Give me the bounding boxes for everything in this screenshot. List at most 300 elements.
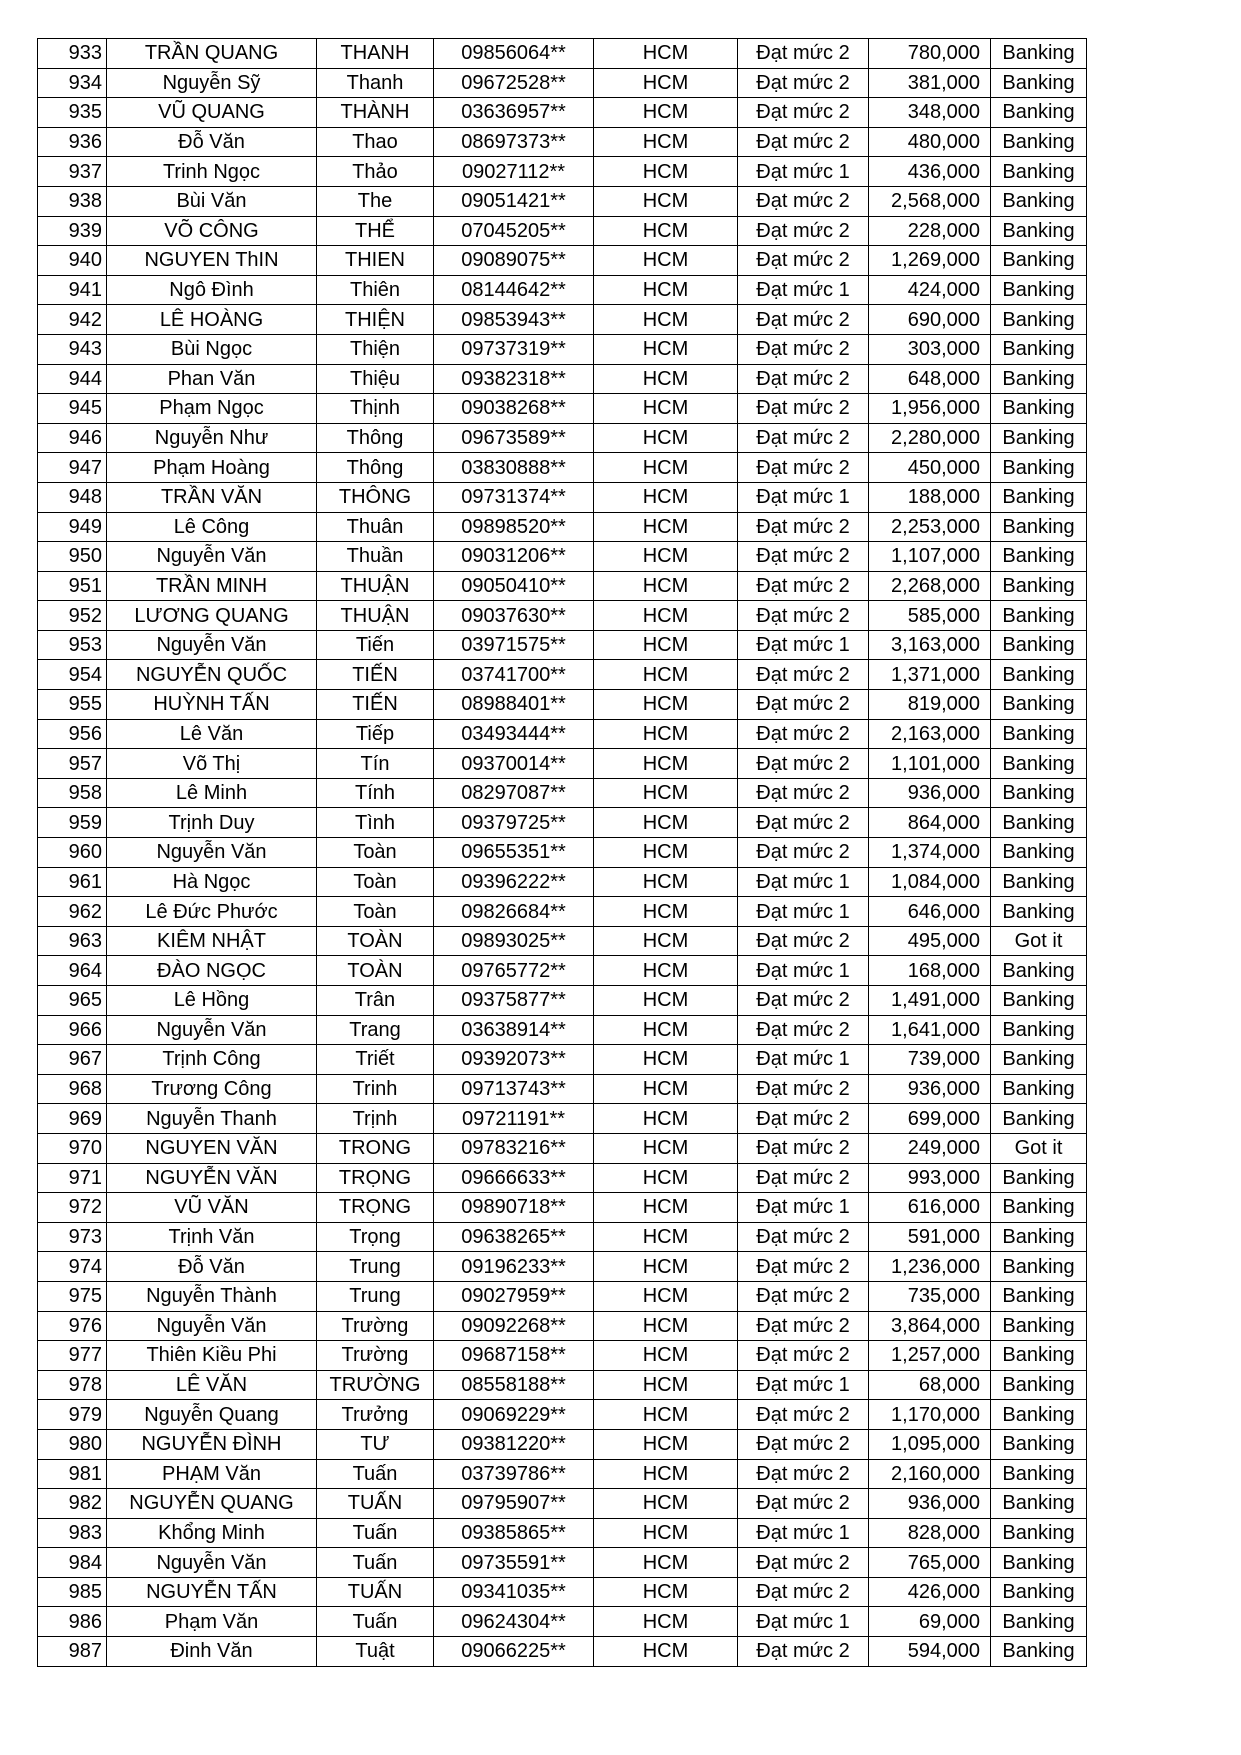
phone-cell: 09765772**: [434, 956, 594, 986]
payment-method-cell: Banking: [991, 1045, 1087, 1075]
given-name-cell: Trọng: [317, 1222, 434, 1252]
surname-cell: VŨ QUANG: [107, 98, 317, 128]
region-cell: HCM: [594, 1252, 738, 1282]
phone-cell: 09826684**: [434, 897, 594, 927]
amount-cell: 436,000: [869, 157, 991, 187]
region-cell: HCM: [594, 1045, 738, 1075]
surname-cell: Trịnh Văn: [107, 1222, 317, 1252]
phone-cell: 03636957**: [434, 98, 594, 128]
region-cell: HCM: [594, 1341, 738, 1371]
region-cell: HCM: [594, 1518, 738, 1548]
given-name-cell: THANH: [317, 39, 434, 69]
amount-cell: 648,000: [869, 364, 991, 394]
table-row: [38, 571, 1087, 601]
phone-cell: 09396222**: [434, 867, 594, 897]
table-row: [38, 867, 1087, 897]
given-name-cell: Tuấn: [317, 1607, 434, 1637]
amount-cell: 480,000: [869, 127, 991, 157]
table-row: [38, 68, 1087, 98]
payment-method-cell: Banking: [991, 1074, 1087, 1104]
level-cell: Đạt mức 2: [738, 749, 869, 779]
level-cell: Đạt mức 2: [738, 334, 869, 364]
given-name-cell: TRỌNG: [317, 1193, 434, 1223]
table-row: [38, 482, 1087, 512]
row-number-cell: 945: [38, 394, 107, 424]
given-name-cell: Trang: [317, 1015, 434, 1045]
phone-cell: 09089075**: [434, 246, 594, 276]
payment-method-cell: Banking: [991, 216, 1087, 246]
level-cell: Đạt mức 1: [738, 1518, 869, 1548]
amount-cell: 616,000: [869, 1193, 991, 1223]
payment-method-cell: Banking: [991, 571, 1087, 601]
amount-cell: 585,000: [869, 601, 991, 631]
payment-method-cell: Banking: [991, 275, 1087, 305]
level-cell: Đạt mức 2: [738, 808, 869, 838]
amount-cell: 381,000: [869, 68, 991, 98]
amount-cell: 699,000: [869, 1104, 991, 1134]
region-cell: HCM: [594, 68, 738, 98]
amount-cell: 69,000: [869, 1607, 991, 1637]
table-row: [38, 1133, 1087, 1163]
given-name-cell: Thuần: [317, 542, 434, 572]
table-body: [38, 39, 1087, 1667]
given-name-cell: TRỌNG: [317, 1163, 434, 1193]
given-name-cell: Thịnh: [317, 394, 434, 424]
table-row: [38, 1459, 1087, 1489]
phone-cell: 09856064**: [434, 39, 594, 69]
payment-method-cell: Banking: [991, 1311, 1087, 1341]
amount-cell: 2,160,000: [869, 1459, 991, 1489]
table-row: [38, 1252, 1087, 1282]
amount-cell: 424,000: [869, 275, 991, 305]
table-row: [38, 1222, 1087, 1252]
given-name-cell: Thiên: [317, 275, 434, 305]
level-cell: Đạt mức 1: [738, 1045, 869, 1075]
payment-method-cell: Banking: [991, 246, 1087, 276]
table-row: [38, 1281, 1087, 1311]
region-cell: HCM: [594, 364, 738, 394]
level-cell: Đạt mức 2: [738, 1400, 869, 1430]
given-name-cell: Thảo: [317, 157, 434, 187]
table-row: [38, 334, 1087, 364]
surname-cell: Phạm Hoàng: [107, 453, 317, 483]
row-number-cell: 939: [38, 216, 107, 246]
given-name-cell: TUẤN: [317, 1489, 434, 1519]
phone-cell: 09737319**: [434, 334, 594, 364]
table-row: [38, 157, 1087, 187]
region-cell: HCM: [594, 719, 738, 749]
row-number-cell: 935: [38, 98, 107, 128]
phone-cell: 08988401**: [434, 690, 594, 720]
given-name-cell: Tuấn: [317, 1518, 434, 1548]
surname-cell: NGUYEN ThIN: [107, 246, 317, 276]
payment-method-cell: Banking: [991, 334, 1087, 364]
surname-cell: Khổng Minh: [107, 1518, 317, 1548]
given-name-cell: Toàn: [317, 838, 434, 868]
surname-cell: NGUYỄN QUỐC: [107, 660, 317, 690]
given-name-cell: Trường: [317, 1311, 434, 1341]
region-cell: HCM: [594, 275, 738, 305]
level-cell: Đạt mức 1: [738, 1370, 869, 1400]
phone-cell: 09713743**: [434, 1074, 594, 1104]
row-number-cell: 985: [38, 1577, 107, 1607]
level-cell: Đạt mức 2: [738, 1577, 869, 1607]
table-row: [38, 897, 1087, 927]
amount-cell: 1,084,000: [869, 867, 991, 897]
surname-cell: ĐÀO NGỌC: [107, 956, 317, 986]
region-cell: HCM: [594, 1104, 738, 1134]
phone-cell: 09375877**: [434, 986, 594, 1016]
surname-cell: NGUYỄN QUANG: [107, 1489, 317, 1519]
region-cell: HCM: [594, 246, 738, 276]
table-row: [38, 1311, 1087, 1341]
amount-cell: 819,000: [869, 690, 991, 720]
table-row: [38, 542, 1087, 572]
phone-cell: 09031206**: [434, 542, 594, 572]
level-cell: Đạt mức 2: [738, 1489, 869, 1519]
row-number-cell: 947: [38, 453, 107, 483]
given-name-cell: Trường: [317, 1341, 434, 1371]
table-row: [38, 1193, 1087, 1223]
phone-cell: 09196233**: [434, 1252, 594, 1282]
payment-method-cell: Banking: [991, 1429, 1087, 1459]
row-number-cell: 975: [38, 1281, 107, 1311]
given-name-cell: Trinh: [317, 1074, 434, 1104]
surname-cell: LƯƠNG QUANG: [107, 601, 317, 631]
surname-cell: Bùi Văn: [107, 186, 317, 216]
table-row: [38, 926, 1087, 956]
amount-cell: 168,000: [869, 956, 991, 986]
given-name-cell: THUẬN: [317, 601, 434, 631]
level-cell: Đạt mức 2: [738, 512, 869, 542]
phone-cell: 09027112**: [434, 157, 594, 187]
level-cell: Đạt mức 2: [738, 1163, 869, 1193]
table-row: [38, 1577, 1087, 1607]
given-name-cell: Tiếp: [317, 719, 434, 749]
payment-method-cell: Banking: [991, 1281, 1087, 1311]
given-name-cell: THIEN: [317, 246, 434, 276]
region-cell: HCM: [594, 1163, 738, 1193]
given-name-cell: THUẬN: [317, 571, 434, 601]
phone-cell: 09027959**: [434, 1281, 594, 1311]
given-name-cell: TƯ: [317, 1429, 434, 1459]
region-cell: HCM: [594, 1281, 738, 1311]
row-number-cell: 940: [38, 246, 107, 276]
payment-method-cell: Got it: [991, 1133, 1087, 1163]
payment-method-cell: Banking: [991, 186, 1087, 216]
row-number-cell: 980: [38, 1429, 107, 1459]
amount-cell: 780,000: [869, 39, 991, 69]
table-row: [38, 423, 1087, 453]
region-cell: HCM: [594, 1429, 738, 1459]
level-cell: Đạt mức 2: [738, 1015, 869, 1045]
payment-method-cell: Banking: [991, 1222, 1087, 1252]
level-cell: Đạt mức 2: [738, 305, 869, 335]
table-row: [38, 275, 1087, 305]
amount-cell: 426,000: [869, 1577, 991, 1607]
amount-cell: 228,000: [869, 216, 991, 246]
surname-cell: KIÊM NHẬT: [107, 926, 317, 956]
level-cell: Đạt mức 1: [738, 867, 869, 897]
payment-method-cell: Banking: [991, 1252, 1087, 1282]
amount-cell: 2,280,000: [869, 423, 991, 453]
row-number-cell: 968: [38, 1074, 107, 1104]
amount-cell: 2,568,000: [869, 186, 991, 216]
given-name-cell: Trịnh: [317, 1104, 434, 1134]
level-cell: Đạt mức 1: [738, 630, 869, 660]
amount-cell: 1,095,000: [869, 1429, 991, 1459]
row-number-cell: 987: [38, 1637, 107, 1667]
payment-method-cell: Banking: [991, 453, 1087, 483]
payment-method-cell: Banking: [991, 1193, 1087, 1223]
given-name-cell: THÀNH: [317, 98, 434, 128]
region-cell: HCM: [594, 394, 738, 424]
amount-cell: 765,000: [869, 1548, 991, 1578]
region-cell: HCM: [594, 956, 738, 986]
given-name-cell: Trung: [317, 1252, 434, 1282]
row-number-cell: 948: [38, 482, 107, 512]
payment-method-cell: Banking: [991, 1370, 1087, 1400]
amount-cell: 591,000: [869, 1222, 991, 1252]
surname-cell: Đỗ Văn: [107, 127, 317, 157]
level-cell: Đạt mức 2: [738, 186, 869, 216]
payment-method-cell: Banking: [991, 1459, 1087, 1489]
amount-cell: 594,000: [869, 1637, 991, 1667]
region-cell: HCM: [594, 127, 738, 157]
level-cell: Đạt mức 2: [738, 1252, 869, 1282]
level-cell: Đạt mức 2: [738, 1341, 869, 1371]
phone-cell: 09370014**: [434, 749, 594, 779]
payment-method-cell: Banking: [991, 867, 1087, 897]
payment-method-cell: Banking: [991, 364, 1087, 394]
level-cell: Đạt mức 2: [738, 364, 869, 394]
table-row: [38, 453, 1087, 483]
surname-cell: Lê Văn: [107, 719, 317, 749]
region-cell: HCM: [594, 334, 738, 364]
surname-cell: NGUYỄN TẤN: [107, 1577, 317, 1607]
row-number-cell: 966: [38, 1015, 107, 1045]
region-cell: HCM: [594, 1637, 738, 1667]
phone-cell: 09783216**: [434, 1133, 594, 1163]
table-row: [38, 1518, 1087, 1548]
region-cell: HCM: [594, 1607, 738, 1637]
phone-cell: 09735591**: [434, 1548, 594, 1578]
surname-cell: Bùi Ngọc: [107, 334, 317, 364]
phone-cell: 09655351**: [434, 838, 594, 868]
level-cell: Đạt mức 2: [738, 423, 869, 453]
surname-cell: Trinh Ngọc: [107, 157, 317, 187]
given-name-cell: THÔNG: [317, 482, 434, 512]
phone-cell: 09051421**: [434, 186, 594, 216]
row-number-cell: 961: [38, 867, 107, 897]
surname-cell: TRẦN QUANG: [107, 39, 317, 69]
region-cell: HCM: [594, 1577, 738, 1607]
surname-cell: HUỲNH TẤN: [107, 690, 317, 720]
phone-cell: 09853943**: [434, 305, 594, 335]
surname-cell: Nguyễn Quang: [107, 1400, 317, 1430]
given-name-cell: TUẤN: [317, 1577, 434, 1607]
amount-cell: 1,269,000: [869, 246, 991, 276]
row-number-cell: 976: [38, 1311, 107, 1341]
given-name-cell: THIỆN: [317, 305, 434, 335]
row-number-cell: 970: [38, 1133, 107, 1163]
row-number-cell: 955: [38, 690, 107, 720]
amount-cell: 690,000: [869, 305, 991, 335]
region-cell: HCM: [594, 542, 738, 572]
amount-cell: 993,000: [869, 1163, 991, 1193]
region-cell: HCM: [594, 1015, 738, 1045]
table-row: [38, 1074, 1087, 1104]
level-cell: Đạt mức 2: [738, 571, 869, 601]
surname-cell: Nguyễn Văn: [107, 838, 317, 868]
surname-cell: Hà Ngọc: [107, 867, 317, 897]
table-row: [38, 305, 1087, 335]
row-number-cell: 971: [38, 1163, 107, 1193]
phone-cell: 09341035**: [434, 1577, 594, 1607]
table-row: [38, 127, 1087, 157]
level-cell: Đạt mức 1: [738, 1607, 869, 1637]
row-number-cell: 969: [38, 1104, 107, 1134]
payment-method-cell: Banking: [991, 542, 1087, 572]
table-row: [38, 630, 1087, 660]
winners-table: [37, 38, 1087, 1667]
given-name-cell: Thanh: [317, 68, 434, 98]
row-number-cell: 933: [38, 39, 107, 69]
surname-cell: NGUYỄN ĐÌNH: [107, 1429, 317, 1459]
payment-method-cell: Banking: [991, 897, 1087, 927]
payment-method-cell: Banking: [991, 719, 1087, 749]
given-name-cell: TOÀN: [317, 926, 434, 956]
surname-cell: NGUYEN VĂN: [107, 1133, 317, 1163]
given-name-cell: Triết: [317, 1045, 434, 1075]
payment-method-cell: Banking: [991, 68, 1087, 98]
region-cell: HCM: [594, 1074, 738, 1104]
phone-cell: 09890718**: [434, 1193, 594, 1223]
region-cell: HCM: [594, 39, 738, 69]
row-number-cell: 946: [38, 423, 107, 453]
row-number-cell: 962: [38, 897, 107, 927]
surname-cell: Đinh Văn: [107, 1637, 317, 1667]
amount-cell: 1,641,000: [869, 1015, 991, 1045]
surname-cell: TRẦN VĂN: [107, 482, 317, 512]
row-number-cell: 986: [38, 1607, 107, 1637]
level-cell: Đạt mức 2: [738, 1459, 869, 1489]
table-row: [38, 1163, 1087, 1193]
amount-cell: 2,253,000: [869, 512, 991, 542]
surname-cell: Phạm Ngọc: [107, 394, 317, 424]
level-cell: Đạt mức 1: [738, 157, 869, 187]
amount-cell: 828,000: [869, 1518, 991, 1548]
level-cell: Đạt mức 2: [738, 1429, 869, 1459]
given-name-cell: Toàn: [317, 897, 434, 927]
level-cell: Đạt mức 2: [738, 1104, 869, 1134]
row-number-cell: 973: [38, 1222, 107, 1252]
given-name-cell: Tính: [317, 778, 434, 808]
region-cell: HCM: [594, 157, 738, 187]
amount-cell: 450,000: [869, 453, 991, 483]
payment-method-cell: Got it: [991, 926, 1087, 956]
table-row: [38, 1370, 1087, 1400]
region-cell: HCM: [594, 186, 738, 216]
amount-cell: 1,374,000: [869, 838, 991, 868]
row-number-cell: 936: [38, 127, 107, 157]
payment-method-cell: Banking: [991, 39, 1087, 69]
region-cell: HCM: [594, 838, 738, 868]
amount-cell: 936,000: [869, 778, 991, 808]
payment-method-cell: Banking: [991, 986, 1087, 1016]
amount-cell: 2,163,000: [869, 719, 991, 749]
region-cell: HCM: [594, 926, 738, 956]
phone-cell: 09666633**: [434, 1163, 594, 1193]
row-number-cell: 954: [38, 660, 107, 690]
amount-cell: 1,956,000: [869, 394, 991, 424]
payment-method-cell: Banking: [991, 1400, 1087, 1430]
surname-cell: Nguyễn Văn: [107, 1311, 317, 1341]
phone-cell: 09381220**: [434, 1429, 594, 1459]
phone-cell: 03638914**: [434, 1015, 594, 1045]
row-number-cell: 983: [38, 1518, 107, 1548]
table-row: [38, 364, 1087, 394]
level-cell: Đạt mức 2: [738, 127, 869, 157]
row-number-cell: 953: [38, 630, 107, 660]
amount-cell: 1,236,000: [869, 1252, 991, 1282]
given-name-cell: Thuân: [317, 512, 434, 542]
table-row: [38, 660, 1087, 690]
level-cell: Đạt mức 2: [738, 1133, 869, 1163]
row-number-cell: 950: [38, 542, 107, 572]
phone-cell: 09069229**: [434, 1400, 594, 1430]
table-row: [38, 956, 1087, 986]
payment-method-cell: Banking: [991, 1607, 1087, 1637]
level-cell: Đạt mức 2: [738, 394, 869, 424]
level-cell: Đạt mức 2: [738, 1637, 869, 1667]
phone-cell: 09687158**: [434, 1341, 594, 1371]
surname-cell: Lê Đức Phước: [107, 897, 317, 927]
region-cell: HCM: [594, 1222, 738, 1252]
amount-cell: 348,000: [869, 98, 991, 128]
amount-cell: 1,101,000: [869, 749, 991, 779]
level-cell: Đạt mức 2: [738, 690, 869, 720]
amount-cell: 249,000: [869, 1133, 991, 1163]
row-number-cell: 942: [38, 305, 107, 335]
row-number-cell: 981: [38, 1459, 107, 1489]
level-cell: Đạt mức 2: [738, 986, 869, 1016]
row-number-cell: 963: [38, 926, 107, 956]
table-row: [38, 1400, 1087, 1430]
payment-method-cell: Banking: [991, 512, 1087, 542]
phone-cell: 08697373**: [434, 127, 594, 157]
amount-cell: 3,864,000: [869, 1311, 991, 1341]
region-cell: HCM: [594, 690, 738, 720]
phone-cell: 03971575**: [434, 630, 594, 660]
surname-cell: Đỗ Văn: [107, 1252, 317, 1282]
phone-cell: 03830888**: [434, 453, 594, 483]
region-cell: HCM: [594, 453, 738, 483]
row-number-cell: 938: [38, 186, 107, 216]
row-number-cell: 949: [38, 512, 107, 542]
level-cell: Đạt mức 2: [738, 1222, 869, 1252]
region-cell: HCM: [594, 630, 738, 660]
level-cell: Đạt mức 2: [738, 838, 869, 868]
surname-cell: Ngô Đình: [107, 275, 317, 305]
payment-method-cell: Banking: [991, 98, 1087, 128]
row-number-cell: 977: [38, 1341, 107, 1371]
row-number-cell: 937: [38, 157, 107, 187]
phone-cell: 09392073**: [434, 1045, 594, 1075]
phone-cell: 08144642**: [434, 275, 594, 305]
row-number-cell: 960: [38, 838, 107, 868]
surname-cell: Nguyễn Thành: [107, 1281, 317, 1311]
